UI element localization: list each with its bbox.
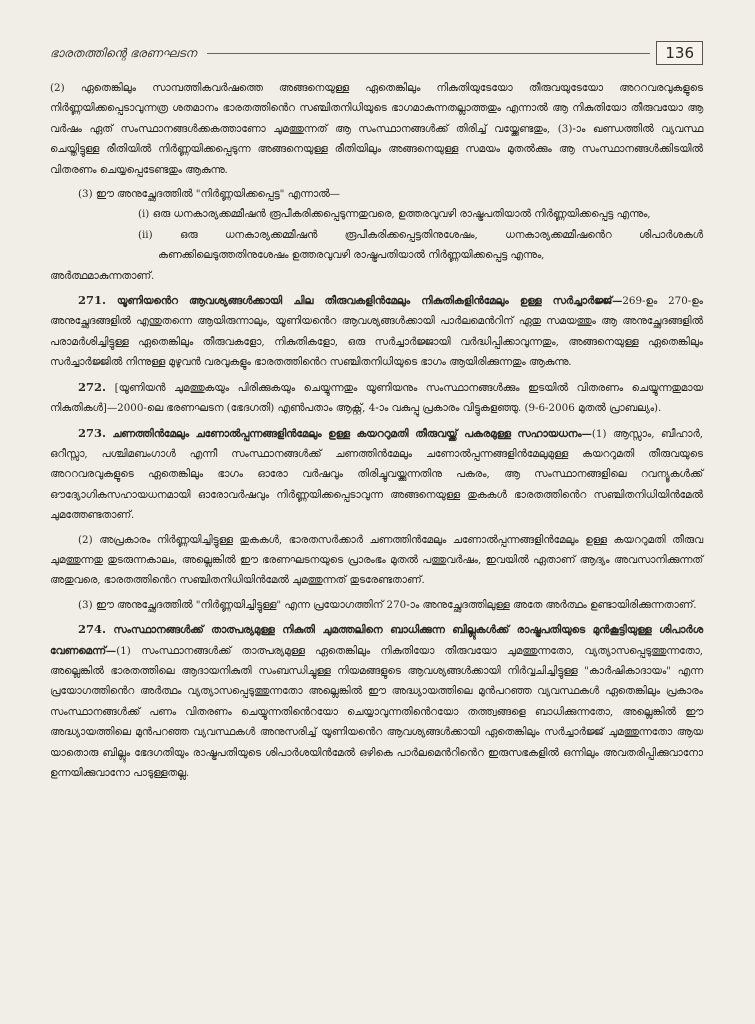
article-271 [50,290,703,373]
clause-269-3-closing: അർത്ഥമാകുന്നതാണ്. [50,269,155,282]
article-271-title: യൂണിയൻെറ ആവശ്യങ്ങൾക്കായി ചില തീരുവകളിൻമേലും നികുതികളിൻമേലും ഉള്ള സർച്ചാർജ്ജ്— [116,295,623,308]
article-273-number: 273. [78,425,107,440]
page-number: 136 [656,41,703,65]
running-header-title: ഭാരതത്തിന്റെ ഭരണഘടന [50,45,197,60]
article-272-number: 272. [78,379,107,394]
article-272-body: [യൂണിയൻ ചുമത്തുകയും പിരിക്കുകയും ചെയ്യുന്നതും യൂണിയനും സംസ്ഥാനങ്ങൾക്കും ഇടയിൽ വിതരണം ചെയ്യുന്നതുമായ നികുതികൾ]—2000-ലെ ഭരണഘടന (ഭേദഗതി) എൺപതാം ആക്റ്റ്, 4-ാം വകുപ്പു പ്രകാരം വിട്ടുകളഞ്ഞു. (9-6-2006 മുതൽ പ്രാബല്യം). [50,381,703,415]
article-273-clause-3: (3) ഈ അനുച്ഛേദത്തിൽ "നിർണ്ണയിച്ചിട്ടുള്ള" എന്ന പ്രയോഗത്തിന് 270-ാം അനുച്ഛേദത്തിലുള്ള അതേ അർത്ഥം ഉണ്ടായിരിക്കുന്നതാണ്. [78,598,697,611]
article-273-title: ചണത്തിൻമേലും ചണോൽപ്പന്നങ്ങളിൻമേലും ഉള്ള കയററുമതി തീരുവയ്ക്ക് പകരമുള്ള സഹായധനം— [112,427,592,440]
clause-269-3-item-ii: (ii) ഒരു ധനകാര്യക്കമ്മീഷൻ രൂപീകരിക്കപ്പെട്ടതിനുശേഷം, ധനകാര്യക്കമ്മീഷൻെറ ശിപാർശകൾ കണക്കിലെടുത്തതിനുശേഷം ഉത്തരവുവഴി രാഷ്ട്രപതിയാൽ നിർണ്ണയിക്കപ്പെട്ട എന്നും, [138,228,703,262]
article-273-clause-2: (2) അപ്രകാരം നിർണ്ണയിച്ചിട്ടുള്ള തുകകൾ, ഭാരതസർക്കാർ ചണത്തിൻമേലും ചണോൽപ്പന്നങ്ങളിൻമേലും ഉള്ള കയററുമതി തീരുവ ചുമത്തുന്നതു തുടരുന്നകാലം, അല്ലെങ്കിൽ ഈ ഭരണഘടനയുടെ പ്രാരംഭം മുതൽ പത്തുവർഷം, ഇവയിൽ ഏതാണ് ആദ്യം അവസാനിക്കുന്നത് അതുവരെ, ഭാരതത്തിൻെറ സഞ്ചിതനിധിയിൻമേൽ ചുമത്തുന്നത് തുടരേണ്ടതാണ്. [50,533,703,587]
article-271-body: 269-ഉം 270-ഉം അനുച്ഛേദങ്ങളിൽ എന്തുതന്നെ ആയിരുന്നാലും, യൂണിയൻെറ ആവശ്യങ്ങൾക്കായി പാർലമെൻറിന് ഏതു സമയത്തും ആ അനുച്ഛേദങ്ങളിൽ പരാമർശിച്ചിട്ടുള്ള ഏതെങ്കിലും തീരുവകളോ, നികുതികളോ, ഒരു സർച്ചാർജ്ജായി വർദ്ധിപ്പിക്കാവുന്നതും, അങ്ങനെയുള്ള ഏതെങ്കിലും സർച്ചാർജ്ജിൽ നിന്നുള്ള മുഴുവൻ വരവുകളും ഭാരതത്തിൻെറ സഞ്ചിതനിധിയുടെ ഭാഗം ആയിരിക്കുന്നതും ആകുന്നു. [50,295,703,369]
article-274 [50,619,703,783]
article-273-body-1: (1) ആസ്സാം, ബീഹാർ, ഒറീസ്സാ, പശ്ചിമബംഗാൾ എന്നീ സംസ്ഥാനങ്ങൾക്ക് ചണത്തിൻമേലും ചണോൽപ്പന്നങ്ങളിൻമേലുമുള്ള കയററുമതി തീരുവയുടെ അററവരവുകളുടെ ഏതെങ്കിലും ഭാഗം ഓരോ വർഷവും തിരിച്ചുവയ്ക്കുന്നതിനു പകരം, ആ സംസ്ഥാനങ്ങളിലെ റവന്യൂകൾക്ക് ഔദ്യോഗികസഹായധനമായി ഓരോവർഷവും നിർണ്ണയിക്കപ്പെടാവുന്ന അങ്ങനെയുള്ള തുകകൾ ഭാരതത്തിൻെറ സഞ്ചിതനിധിയിൻമേൽ ചുമത്തേണ്ടതാണ്. [50,427,703,522]
clause-269-3-item-i: (i) ഒരു ധനകാര്യക്കമ്മീഷൻ രൂപീകരിക്കപ്പെടുന്നതുവരെ, ഉത്തരവുവഴി രാഷ്ട്രപതിയാൽ നിർണ്ണയിക്കപ്പെട്ട എന്നും, [138,208,651,221]
article-274-title: സംസ്ഥാനങ്ങൾക്ക് താത്പര്യമുള്ള നികുതി ചുമത്തലിനെ ബാധിക്കുന്ന ബില്ലുകൾക്ക് രാഷ്ട്രപതിയുടെ മുൻകൂട്ടിയുള്ള ശിപാർശ വേണമെന്ന്— [50,624,703,657]
clause-269-3-intro: (3) ഈ അനുച്ഛേദത്തിൽ "നിർണ്ണയിക്കപ്പെട്ട" എന്നാൽ— [78,188,340,201]
article-274-body: (1) സംസ്ഥാനങ്ങൾക്ക് താത്പര്യമുള്ള ഏതെങ്കിലും നികുതിയോ തീരുവയോ ചുമത്തുന്നതോ, വ്യത്യാസപ്പെടുത്തുന്നതോ, അല്ലെങ്കിൽ ഭാരതത്തിലെ ആദായനികുതി സംബന്ധിച്ചുള്ള നിയമങ്ങളുടെ ആവശ്യങ്ങൾക്കായി നിർവ്വചിച്ചിട്ടുള്ള "കാർഷികാദായം" എന്ന പ്രയോഗത്തിൻെറ അർത്ഥം വ്യത്യാസപ്പെടുത്തുന്നതോ അല്ലെങ്കിൽ ഈ അദ്ധ്യായത്തിലെ മുൻപറഞ്ഞ വ്യവസ്ഥകൾ ഏതെങ്കിലും പ്രകാരം സംസ്ഥാനങ്ങൾക്ക് പണം വിതരണം ചെയ്യുന്നതിൻെറയോ ചെയ്യാവുന്നതിൻെറയോ തത്ത്വങ്ങളെ ബാധിക്കുന്നതോ, അല്ലെങ്കിൽ ഈ അദ്ധ്യായത്തിലെ മുൻപറഞ്ഞ വ്യവസ്ഥകൾ അനുസരിച്ച് യൂണിയൻെറ ആവശ്യങ്ങൾക്കായി ഏതെങ്കിലും സർച്ചാർജ്ജ് ചുമത്തുന്നതോ ആയ യാതൊരു ബില്ലും ഭേദഗതിയും രാഷ്ട്രപതിയുടെ ശിപാർശയിൻമേൽ ഒഴികെ പാർലമെൻറിൻെറ ഇരുസഭകളിൽ ഒന്നിലും അവതരിപ്പിക്കുവാനോ ഉന്നയിക്കുവാനോ പാടുള്ളതല്ല. [50,644,703,779]
article-274-number: 274. [78,622,107,637]
header-rule [207,53,651,54]
clause-269-2: (2) ഏതെങ്കിലും സാമ്പത്തികവർഷത്തെ അങ്ങനെയുള്ള ഏതെങ്കിലും നികുതിയുടേയോ തീരുവയുടേയോ അററവരവുകളുടെ നിർണ്ണയിക്കപ്പെടാവുന്നത്ര ശതമാനം ഭാരതത്തിൻെറ സഞ്ചിതനിധിയുടെ ഭാഗമാകുന്നതല്ലാത്തതും എന്നാൽ ആ നികുതിയോ തീരുവയോ ആ വർഷം ഏത് സംസ്ഥാനങ്ങൾക്കകത്താണോ ചുമത്തുന്നത് ആ സംസ്ഥാനങ്ങൾക്ക് തിരിച്ച് വയ്ക്കേണ്ടതും, (3)-ാം ഖണ്ഡത്തിൽ വ്യവസ്ഥ ചെയ്തിട്ടുള്ള രീതിയിൽ നിർണ്ണയിക്കപ്പെടുന്ന അങ്ങനെയുള്ള രീതിയിലും അങ്ങനെയുള്ള സമയം മുതൽക്കും ആ സംസ്ഥാനങ്ങൾക്കിടയിൽ വിതരണം ചെയ്യപ്പെടേണ്ടതും ആകുന്നു. [50,82,703,176]
article-272 [50,377,703,419]
article-271-number: 271. [78,293,107,308]
page-header [50,40,703,66]
article-273 [50,423,703,526]
